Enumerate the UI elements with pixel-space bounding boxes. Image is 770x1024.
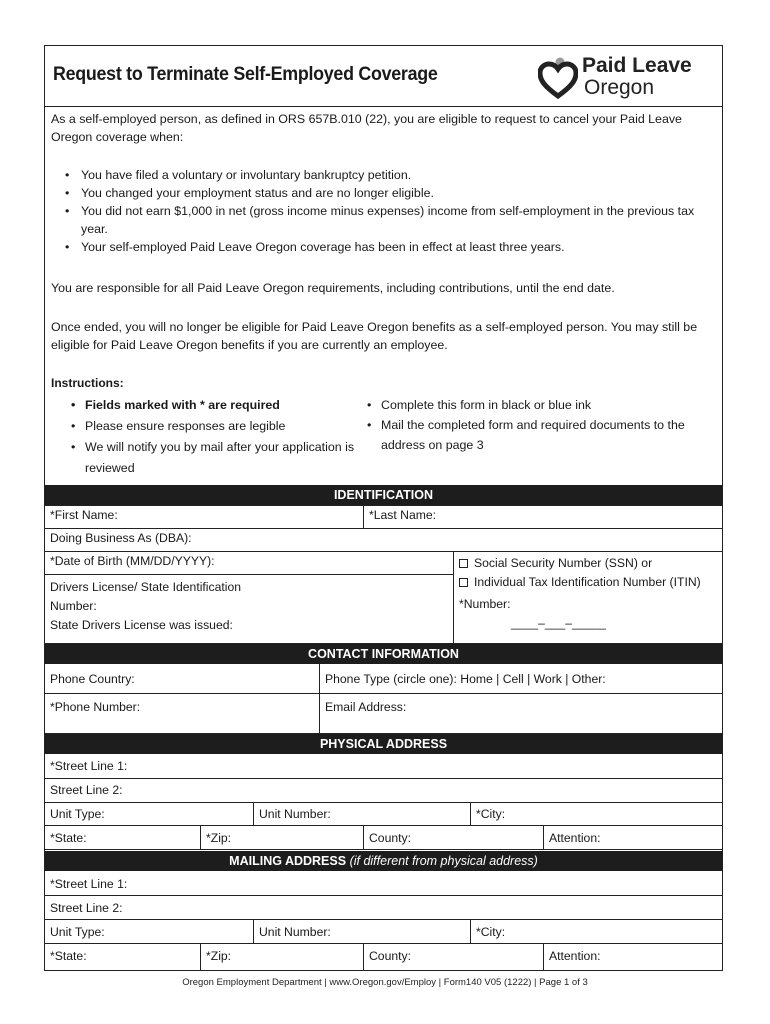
dob-field[interactable]: *Date of Birth (MM/DD/YYYY): bbox=[45, 552, 453, 575]
mailing-street2-field[interactable]: Street Line 2: bbox=[50, 901, 123, 915]
mailing-street1-field[interactable]: *Street Line 1: bbox=[50, 877, 128, 891]
physical-zip-field[interactable]: *Zip: bbox=[200, 826, 363, 849]
mailing-zip-field[interactable]: *Zip: bbox=[200, 944, 363, 970]
responsible-text: You are responsible for all Paid Leave Oregon requirements, including contributions, until the end date. bbox=[51, 281, 615, 295]
id-number-field[interactable]: ____–___–_____ bbox=[511, 616, 606, 630]
paid-leave-oregon-logo bbox=[538, 52, 708, 102]
list-item: • Mail the completed form and required documents to the address on page 3 bbox=[367, 415, 697, 455]
physical-state-row bbox=[45, 826, 722, 850]
id-number-label: *Number: bbox=[459, 597, 511, 611]
instructions-left bbox=[71, 395, 371, 479]
dl-state-label: State Drivers License was issued: bbox=[50, 618, 233, 632]
mailing-state-row bbox=[45, 944, 722, 970]
mailing-heading-note: (if different from physical address) bbox=[349, 854, 538, 868]
mailing-address-header bbox=[45, 851, 722, 871]
mailing-unit-type-field[interactable]: Unit Type: bbox=[50, 925, 105, 939]
ssn-option[interactable] bbox=[459, 554, 724, 573]
once-ended-text: Once ended, you will no longer be eligible for Paid Leave Oregon benefits as a self-employed person. You may still be eligible for Paid Leave Oregon benefits if you are currently an employee. bbox=[51, 320, 698, 352]
mailing-city-field[interactable]: *City: bbox=[470, 920, 724, 943]
page-footer: Oregon Employment Department | www.Oregon.gov/Employ | Form140 V05 (1222) | Page 1 of 3 bbox=[182, 977, 588, 988]
logo-line2: Oregon bbox=[584, 76, 655, 99]
mailing-state-field[interactable]: *State: bbox=[50, 949, 87, 963]
list-item: • You have filed a voluntary or involuntary bankruptcy petition. bbox=[65, 166, 705, 184]
physical-unit-row bbox=[45, 803, 722, 826]
list-item: • Fields marked with * are required bbox=[71, 395, 371, 416]
physical-street1-field[interactable]: *Street Line 1: bbox=[50, 759, 128, 773]
contact-header: CONTACT INFORMATION bbox=[45, 644, 722, 664]
mailing-heading: MAILING ADDRESS bbox=[229, 854, 347, 868]
page-title: Request to Terminate Self-Employed Coverage bbox=[53, 64, 438, 85]
dl-label-1: Drivers License/ State Identification bbox=[50, 580, 242, 594]
physical-unit-number-field[interactable]: Unit Number: bbox=[253, 803, 470, 825]
eligibility-list bbox=[65, 166, 705, 256]
list-item: • Please ensure responses are legible bbox=[71, 416, 371, 437]
dba-row bbox=[45, 529, 722, 552]
physical-county-field[interactable]: County: bbox=[363, 826, 543, 849]
heart-logo-icon bbox=[538, 56, 578, 100]
physical-street2-field[interactable]: Street Line 2: bbox=[50, 783, 123, 797]
name-row bbox=[45, 505, 722, 529]
list-item: • Complete this form in black or blue ink bbox=[367, 395, 697, 415]
physical-street2-row bbox=[45, 779, 722, 803]
mailing-unit-number-field[interactable]: Unit Number: bbox=[253, 920, 470, 943]
ssn-label: Social Security Number (SSN) or bbox=[474, 556, 653, 570]
list-item: • Your self-employed Paid Leave Oregon coverage has been in effect at least three years. bbox=[65, 238, 705, 256]
itin-label: Individual Tax Identification Number (ITIN) bbox=[474, 575, 701, 589]
drivers-license-field[interactable] bbox=[45, 575, 453, 635]
physical-address-header: PHYSICAL ADDRESS bbox=[45, 734, 722, 754]
identification-header: IDENTIFICATION bbox=[45, 485, 722, 505]
instructions-heading: Instructions: bbox=[51, 376, 124, 390]
itin-checkbox[interactable] bbox=[459, 578, 468, 587]
itin-option[interactable] bbox=[459, 573, 724, 592]
form-page bbox=[44, 45, 723, 971]
physical-unit-type-field[interactable]: Unit Type: bbox=[50, 807, 105, 821]
list-item: • We will notify you by mail after your application is reviewed bbox=[71, 437, 371, 479]
email-field[interactable]: Email Address: bbox=[319, 694, 724, 733]
physical-state-field[interactable]: *State: bbox=[50, 831, 87, 845]
phone-country-field[interactable]: Phone Country: bbox=[50, 672, 135, 686]
mailing-street2-row bbox=[45, 896, 722, 920]
phone-email-row bbox=[45, 694, 722, 734]
physical-street1-row bbox=[45, 754, 722, 779]
instructions-right bbox=[367, 395, 697, 455]
dl-label-2: Number: bbox=[50, 599, 97, 613]
mailing-street1-row bbox=[45, 871, 722, 896]
first-name-field[interactable]: *First Name: bbox=[50, 508, 118, 522]
phone-number-field[interactable]: *Phone Number: bbox=[50, 700, 141, 714]
list-item: • You changed your employment status and are no longer eligible. bbox=[65, 184, 705, 202]
intro-text: As a self-employed person, as defined in ORS 657B.010 (22), you are eligible to request to cancel your Paid Leave Oregon coverage when: bbox=[51, 112, 682, 144]
mailing-county-field[interactable]: County: bbox=[363, 944, 543, 970]
phone-type-field[interactable]: Phone Type (circle one): Home | Cell | Work | Other: bbox=[319, 664, 724, 693]
ssn-checkbox[interactable] bbox=[459, 559, 468, 568]
form-header bbox=[45, 46, 722, 107]
dob-id-row bbox=[45, 552, 722, 644]
physical-city-field[interactable]: *City: bbox=[470, 803, 724, 825]
physical-attention-field[interactable]: Attention: bbox=[543, 826, 724, 849]
logo-line1: Paid Leave bbox=[582, 54, 692, 77]
dba-field[interactable]: Doing Business As (DBA): bbox=[50, 531, 192, 545]
ssn-itin-cell bbox=[453, 552, 724, 643]
mailing-unit-row bbox=[45, 920, 722, 944]
mailing-attention-field[interactable]: Attention: bbox=[543, 944, 724, 970]
phone-row bbox=[45, 664, 722, 694]
last-name-field[interactable]: *Last Name: bbox=[363, 506, 724, 528]
list-item: • You did not earn $1,000 in net (gross income minus expenses) income from self-employment in the previous tax year. bbox=[65, 202, 705, 238]
